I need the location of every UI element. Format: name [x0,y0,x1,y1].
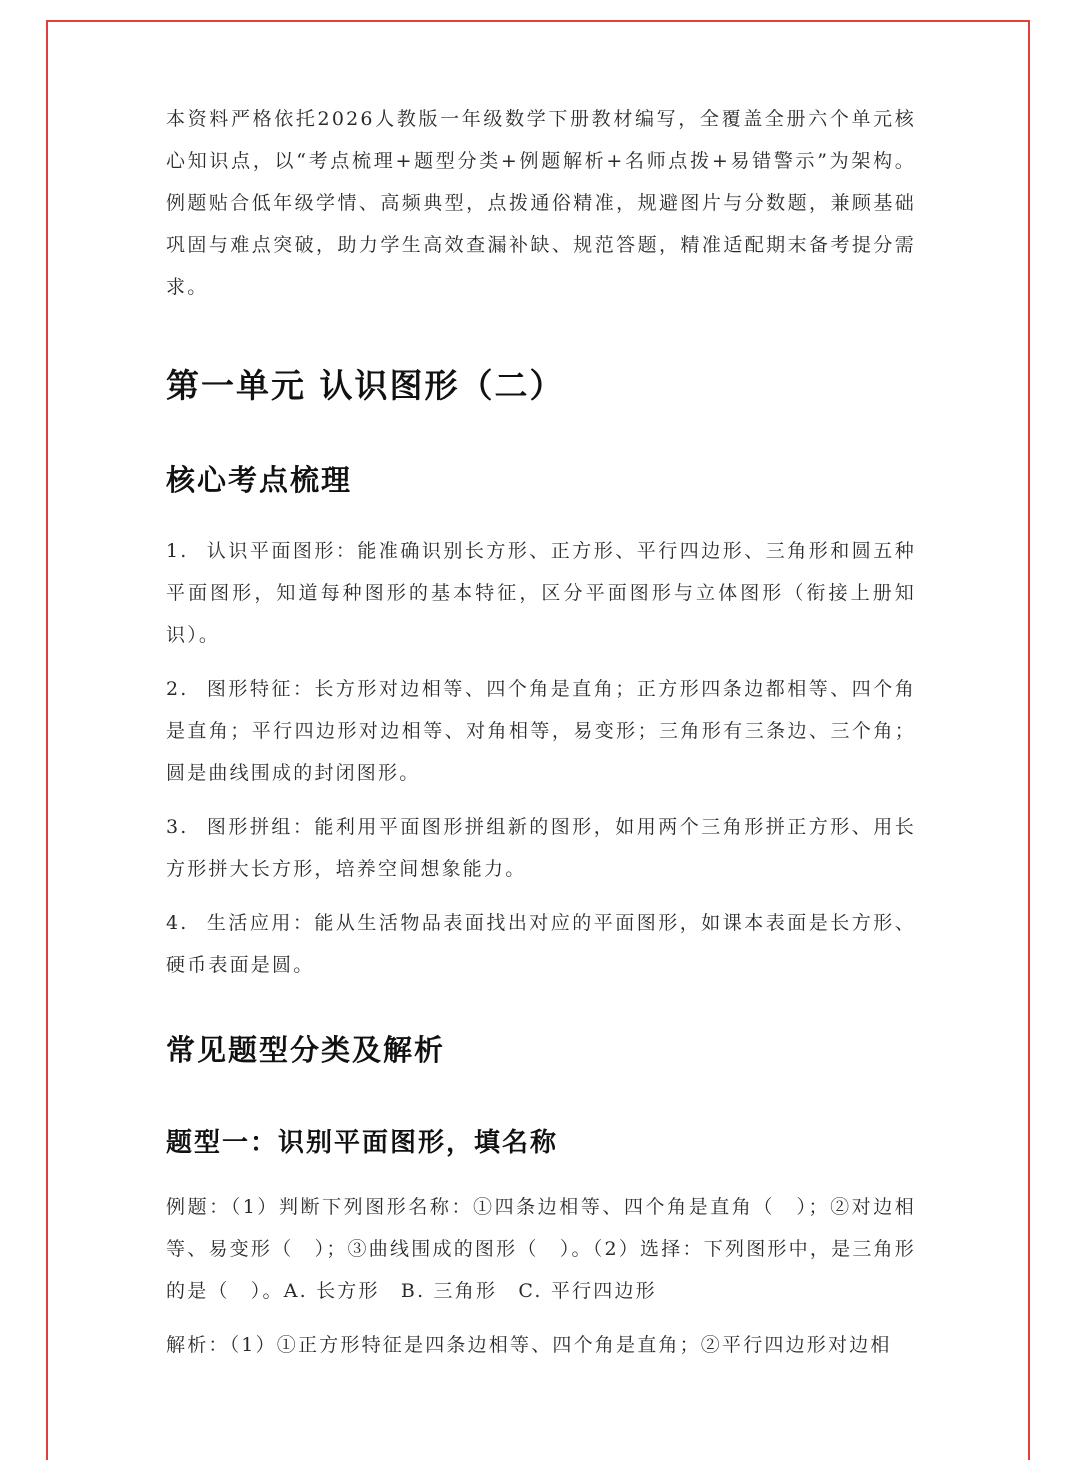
core-point-item [166,806,916,890]
item-number: 1. [166,540,189,562]
item-text: 图形特征：长方形对边相等、四个角是直角；正方形四条边都相等、四个角是直角；平行四边形对边相等、对角相等，易变形；三角形有三条边、三个角；圆是曲线围成的封闭图形。 [166,678,916,784]
item-number: 4. [166,912,189,934]
item-text: 图形拼组：能利用平面图形拼组新的图形，如用两个三角形拼正方形、用长方形拼大长方形，培养空间想象能力。 [166,816,916,880]
type-one-title: 题型一：识别平面图形，填名称 [166,1128,559,1158]
item-number: 3. [166,816,189,838]
example-paragraph: 例题：（1）判断下列图形名称：①四条边相等、四个角是直角（ ）；②对边相等、易变形（ ）；③曲线围成的图形（ ）。（2）选择：下列图形中，是三角形的是（ ）。A. 长方形 B. 三角形 C. 平行四边形 [166,1196,916,1302]
unit-title: 第一单元 认识图形（二） [166,366,565,405]
core-point-item [166,668,916,794]
analysis-paragraph: 解析：（1）①正方形特征是四条边相等、四个角是直角；②平行四边形对边相 [166,1334,892,1356]
types-section-title: 常见题型分类及解析 [166,1033,446,1067]
core-points-list [166,530,916,986]
item-text: 生活应用：能从生活物品表面找出对应的平面图形，如课本表面是长方形、硬币表面是圆。 [166,912,916,976]
item-number: 2. [166,678,189,700]
item-text: 认识平面图形：能准确识别长方形、正方形、平行四边形、三角形和圆五种平面图形，知道每种图形的基本特征，区分平面图形与立体图形（衔接上册知识）。 [166,540,916,646]
intro-paragraph: 本资料严格依托2026人教版一年级数学下册教材编写，全覆盖全册六个单元核心知识点，以“考点梳理+题型分类+例题解析+名师点拨+易错警示”为架构。例题贴合低年级学情、高频典型，点拨通俗精准，规避图片与分数题，兼顾基础巩固与难点突破，助力学生高效查漏补缺、规范答题，精准适配期末备考提分需求。 [166,108,916,298]
document-content [166,98,916,1366]
core-section-title: 核心考点梳理 [166,463,353,497]
core-point-item [166,530,916,656]
core-point-item [166,902,916,986]
